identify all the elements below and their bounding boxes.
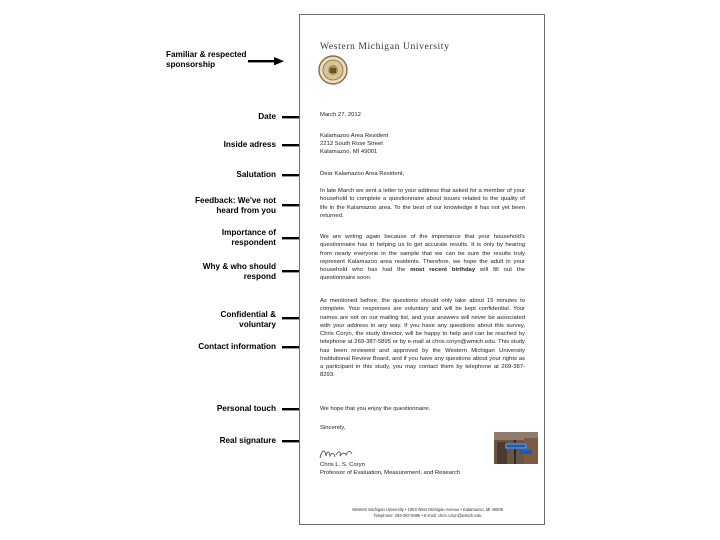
annotation-confidential xyxy=(160,310,276,330)
address-line: 2212 South Rose Street xyxy=(320,141,383,147)
annotation-line: Why & who should xyxy=(202,262,276,271)
university-name: Western Michigan University xyxy=(320,41,450,52)
paragraph-text: will fill out the questionnaire soon. xyxy=(320,267,525,282)
annotation-why-who xyxy=(160,262,276,282)
letter-date: March 27, 2012 xyxy=(320,112,361,118)
annotation-line: Feedback: We've not xyxy=(195,196,276,205)
paragraph-confidential: As mentioned before, the questions should only take about 15 minutes to complete. Your responses are voluntary and will be kept confidential. Your names are not on our mailing list, and your answers will never be associated with your address in any way. If you have any questions about this survey, Chris Coryn, the study director, will be happy to help and can be reached by telephone at 269-387-5895 or by e-mail at chris.coryn@wmich.edu. This study has been reviewed and approved by the Western Michigan University Institutional Review Board, and if you have any questions about your rights as a participant in this study, you may contact them by telephone at 269-387-8293. xyxy=(320,298,525,379)
footer-contact: Telephone: 269-387-5895 • E-mail: chris.coryn@wmich.edu xyxy=(373,513,482,518)
paragraph-feedback: In late March we sent a letter to your address that asked for a member of your household to complete a questionnaire about issues related to the quality of life in the Kalamazoo area. To the best of our knowledge it has not yet been returned. xyxy=(320,188,525,219)
footer-address: Western Michigan University • 1903 West Michigan Avenue • Kalamazoo, MI 49008 xyxy=(352,507,503,512)
signer-name: Chris L. S. Coryn xyxy=(320,462,365,468)
annotation-date xyxy=(160,112,276,122)
annotation-feedback xyxy=(160,196,276,216)
annotation-column xyxy=(0,0,300,540)
street-sign-photo xyxy=(494,432,538,464)
annotation-line: respond xyxy=(243,272,276,281)
arrow-icon xyxy=(248,57,284,65)
emphasis-text: most recent birthday xyxy=(410,267,476,273)
annotation-line: respondent xyxy=(231,238,276,247)
university-seal-icon xyxy=(318,55,348,85)
annotation-line: Date xyxy=(258,112,276,121)
annotation-contact xyxy=(160,342,276,352)
salutation: Dear Kalamazoo Area Resident, xyxy=(320,171,405,177)
annotation-salutation xyxy=(160,170,276,180)
annotation-line: sponsorship xyxy=(166,60,216,69)
annotation-line: Real signature xyxy=(219,436,276,445)
paragraph-importance xyxy=(320,233,525,283)
annotation-line: Salutation xyxy=(236,170,276,179)
paragraph-personal-touch: We hope that you enjoy the questionnaire. xyxy=(320,406,431,412)
annotation-line: Contact information xyxy=(198,342,276,351)
annotation-line: Familiar & respected xyxy=(166,50,247,59)
address-line: Kalamazoo Area Resident xyxy=(320,133,389,139)
annotation-sponsorship xyxy=(166,50,247,70)
annotation-line: Personal touch xyxy=(216,404,276,413)
address-line: Kalamazoo, MI 49001 xyxy=(320,149,378,155)
annotation-line: heard from you xyxy=(216,206,276,215)
closing: Sincerely, xyxy=(320,425,346,431)
annotation-line: voluntary xyxy=(239,320,276,329)
signer-title: Professor of Evaluation, Measurement, and Research xyxy=(320,470,461,476)
paragraph-text: We are writing again because of the importance that your household's questionnaire has in helping us to get accurate results. It is only by hearing from nearly everyone in the sample that we can be sure the results truly represent Kalamazoo area residents. Therefore, we hope the adult in your household who has had the xyxy=(320,234,525,273)
annotation-line: Inside adress xyxy=(223,140,276,149)
annotation-line: Confidential & xyxy=(220,310,276,319)
annotation-personal-touch xyxy=(160,404,276,414)
signature-icon xyxy=(319,447,355,461)
annotation-line: Importance of xyxy=(221,228,276,237)
annotation-real-signature xyxy=(160,436,276,446)
annotation-inside-address xyxy=(160,140,276,150)
letter-page xyxy=(299,14,545,525)
annotation-importance xyxy=(160,228,276,248)
